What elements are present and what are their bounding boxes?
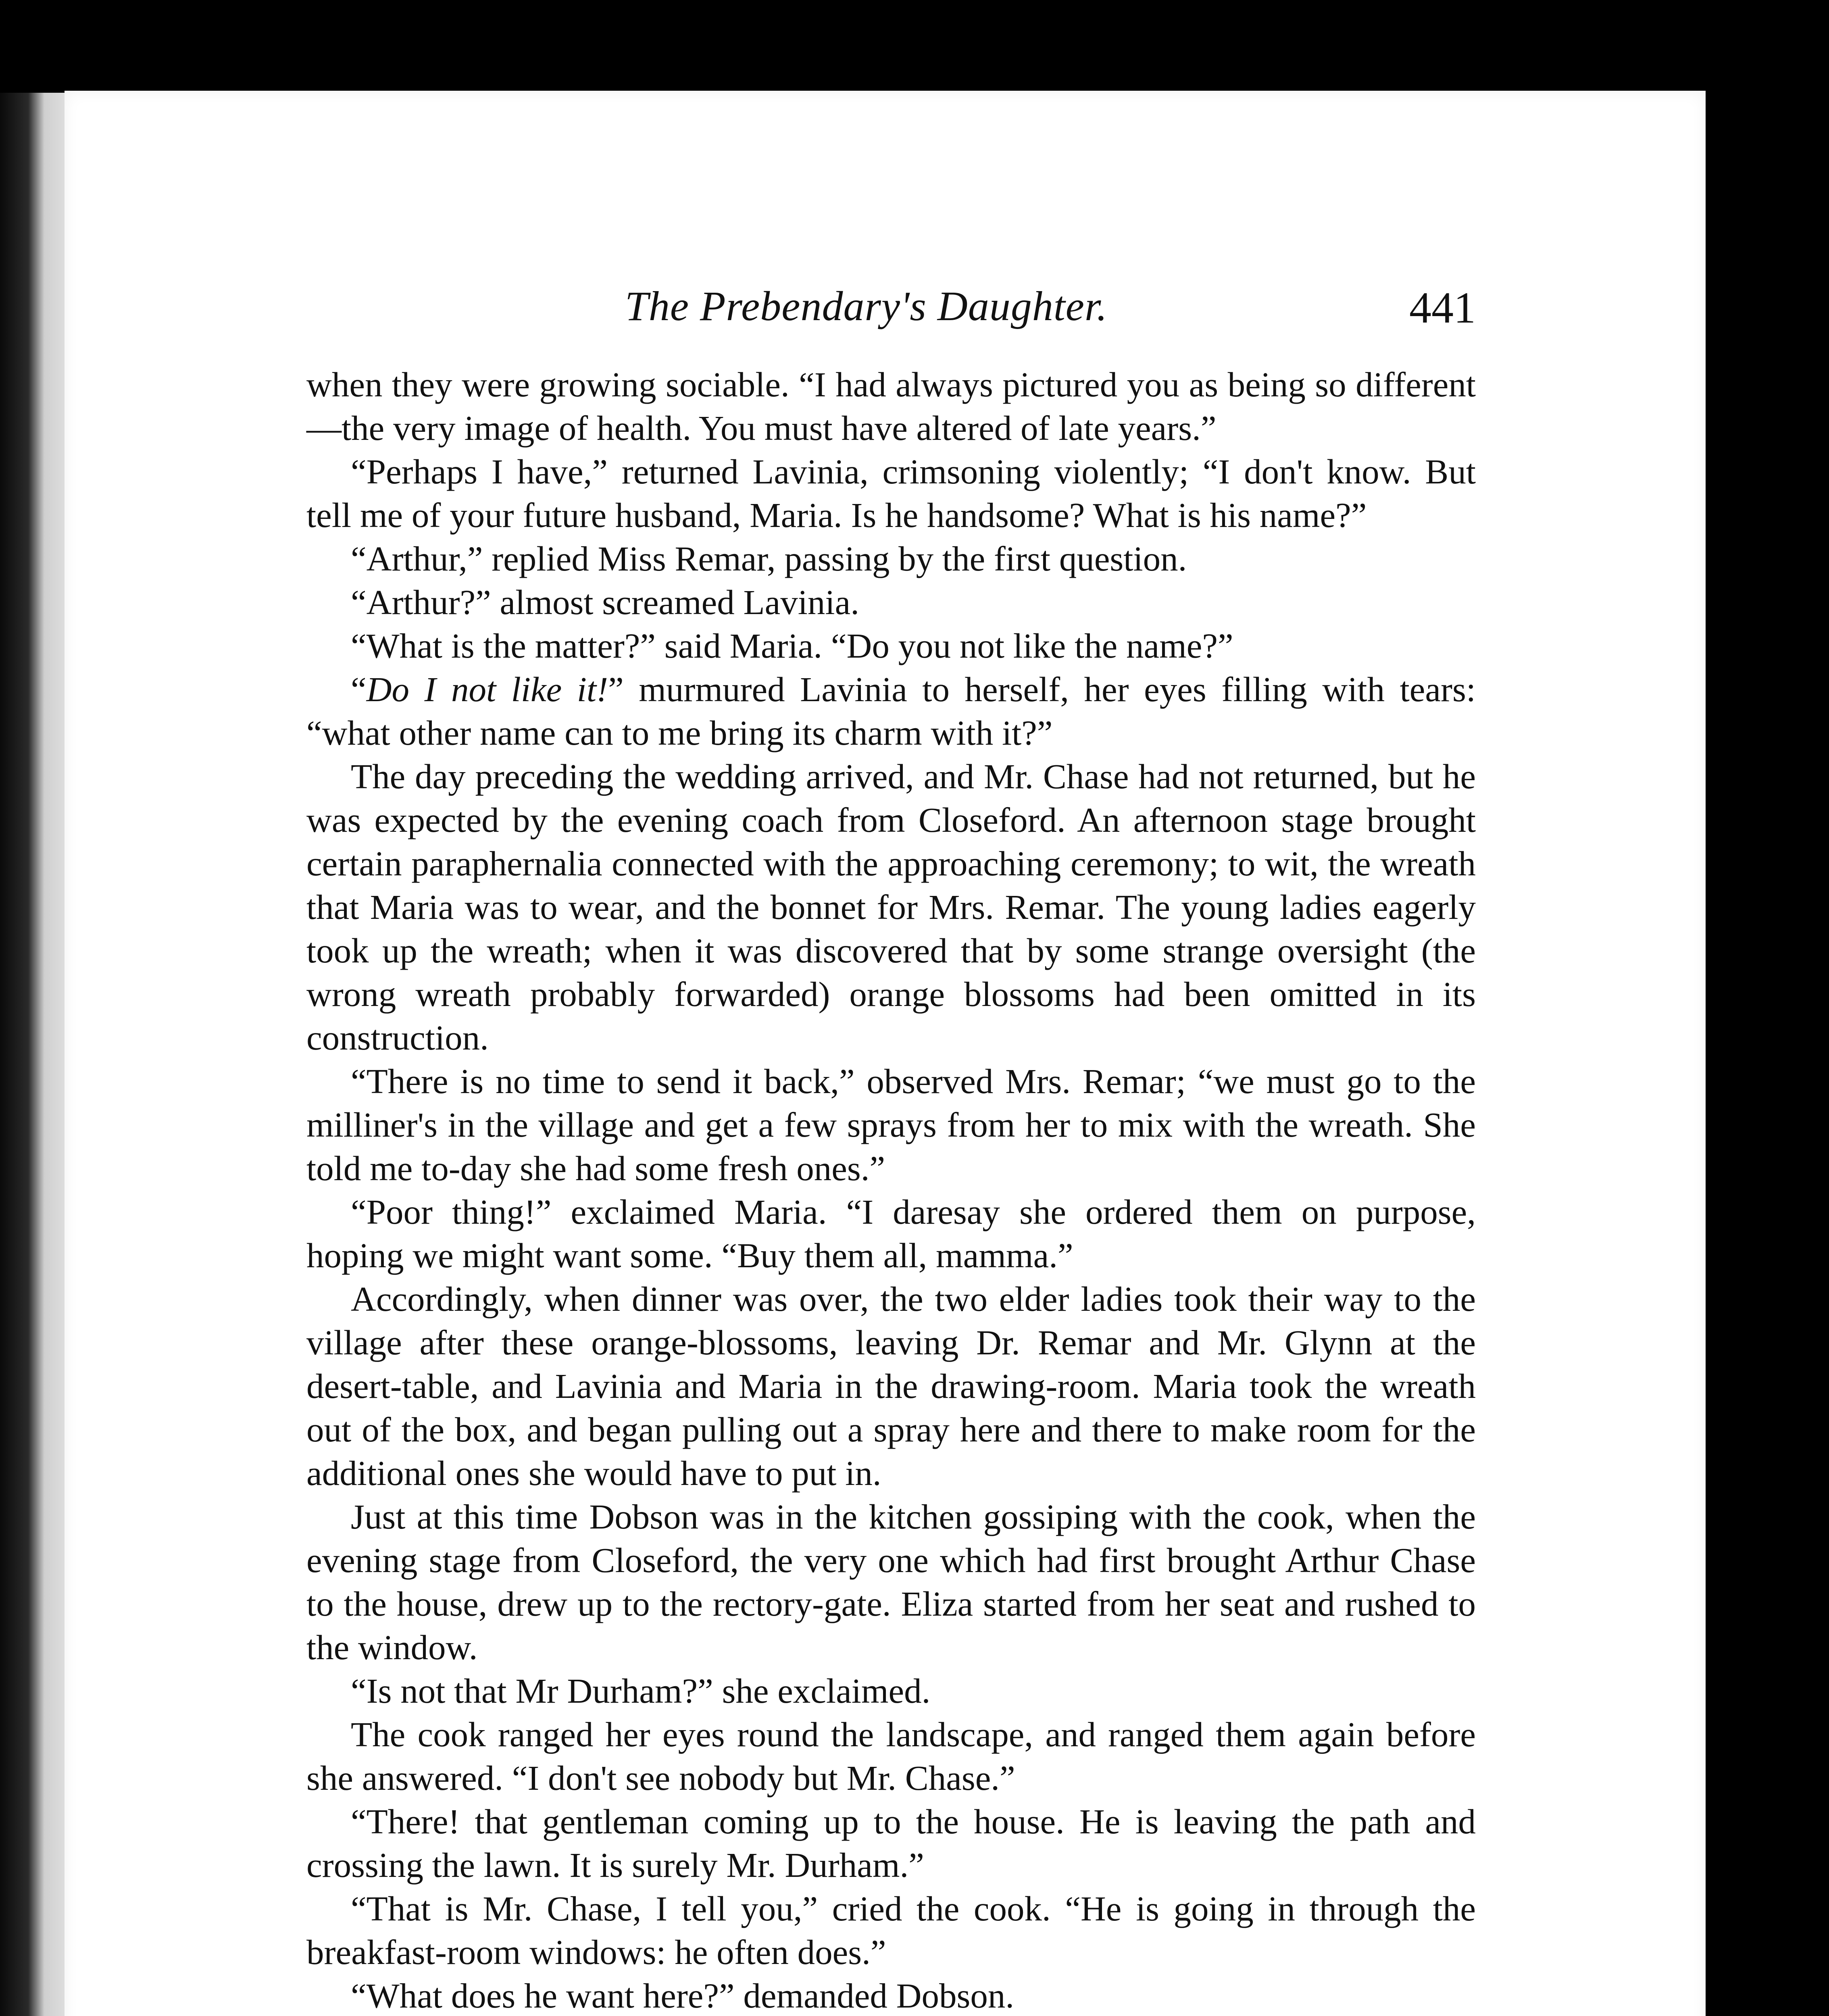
page-number: 441 bbox=[1409, 283, 1476, 332]
paragraph: “That is Mr. Chase, I tell you,” cried the cook. “He is going in through the breakfast-room windows: he often does.” bbox=[306, 1889, 1476, 1972]
paragraph: “There! that gentleman coming up to the house. He is leaving the path and crossing the lawn. It is surely Mr. Durham.” bbox=[306, 1802, 1476, 1885]
paragraph: when they were growing sociable. “I had always pictured you as being so different—the very image of health. You must have altered of late years.” bbox=[306, 365, 1476, 448]
paragraph bbox=[306, 668, 1476, 755]
paragraph: Accordingly, when dinner was over, the two elder ladies took their way to the village after these orange-blossoms, leaving Dr. Remar and Mr. Glynn at the desert-table, and Lavinia and Maria in the drawing-room. Maria took the wreath out of the box, and began pulling out a spray here and there to make room for the additional ones she would have to put in. bbox=[306, 1279, 1476, 1493]
paragraph: “Poor thing!” exclaimed Maria. “I daresay she ordered them on purpose, hoping we might want some. “Buy them all, mamma.” bbox=[306, 1192, 1476, 1275]
running-title: The Prebendary's Daughter. bbox=[625, 283, 1108, 329]
italic-text: Do I not like it! bbox=[366, 670, 608, 709]
paragraph: Just at this time Dobson was in the kitchen gossiping with the cook, when the evening stage from Closeford, the very one which had first brought Arthur Chase to the house, drew up to the rectory-gate. Eliza started from her seat and rushed to the window. bbox=[306, 1497, 1476, 1667]
paragraph-text: ” murmured Lavinia to herself, her eyes filling with tears: “what other name can to me bring its charm with it?” bbox=[306, 670, 1476, 752]
paragraph: The day preceding the wedding arrived, and Mr. Chase had not returned, but he was expected by the evening coach from Closeford. An afternoon stage brought certain paraphernalia connected with the approaching ceremony; to wit, the wreath that Maria was to wear, and the bonnet for Mrs. Remar. The young ladies eagerly took up the wreath; when it was discovered that by some strange oversight (the wrong wreath probably forwarded) orange blossoms had been omitted in its construction. bbox=[306, 757, 1476, 1057]
paragraph: “Perhaps I have,” returned Lavinia, crimsoning violently; “I don't know. But tell me of your future husband, Maria. Is he handsome? What is his name?” bbox=[306, 452, 1476, 535]
paragraph: “What does he want here?” demanded Dobson. bbox=[351, 1976, 1014, 2015]
paragraph: The cook ranged her eyes round the landscape, and ranged them again before she answered. “I don't see nobody but Mr. Chase.” bbox=[306, 1715, 1476, 1797]
paragraph-text: “ bbox=[351, 670, 367, 709]
paragraph: “Arthur?” almost screamed Lavinia. bbox=[351, 583, 859, 622]
paragraph: “What is the matter?” said Maria. “Do you not like the name?” bbox=[351, 626, 1233, 665]
running-header bbox=[242, 190, 1476, 332]
paragraph: “Is not that Mr Durham?” she exclaimed. bbox=[351, 1671, 931, 1710]
paragraph: “There is no time to send it back,” observed Mrs. Remar; “we must go to the milliner's in the village and get a few sprays from her to mix with the wreath. She told me to-day she had some fresh ones.” bbox=[306, 1062, 1476, 1188]
paragraph: “Arthur,” replied Miss Remar, passing by the first question. bbox=[351, 539, 1187, 578]
body-text bbox=[306, 363, 1476, 2016]
